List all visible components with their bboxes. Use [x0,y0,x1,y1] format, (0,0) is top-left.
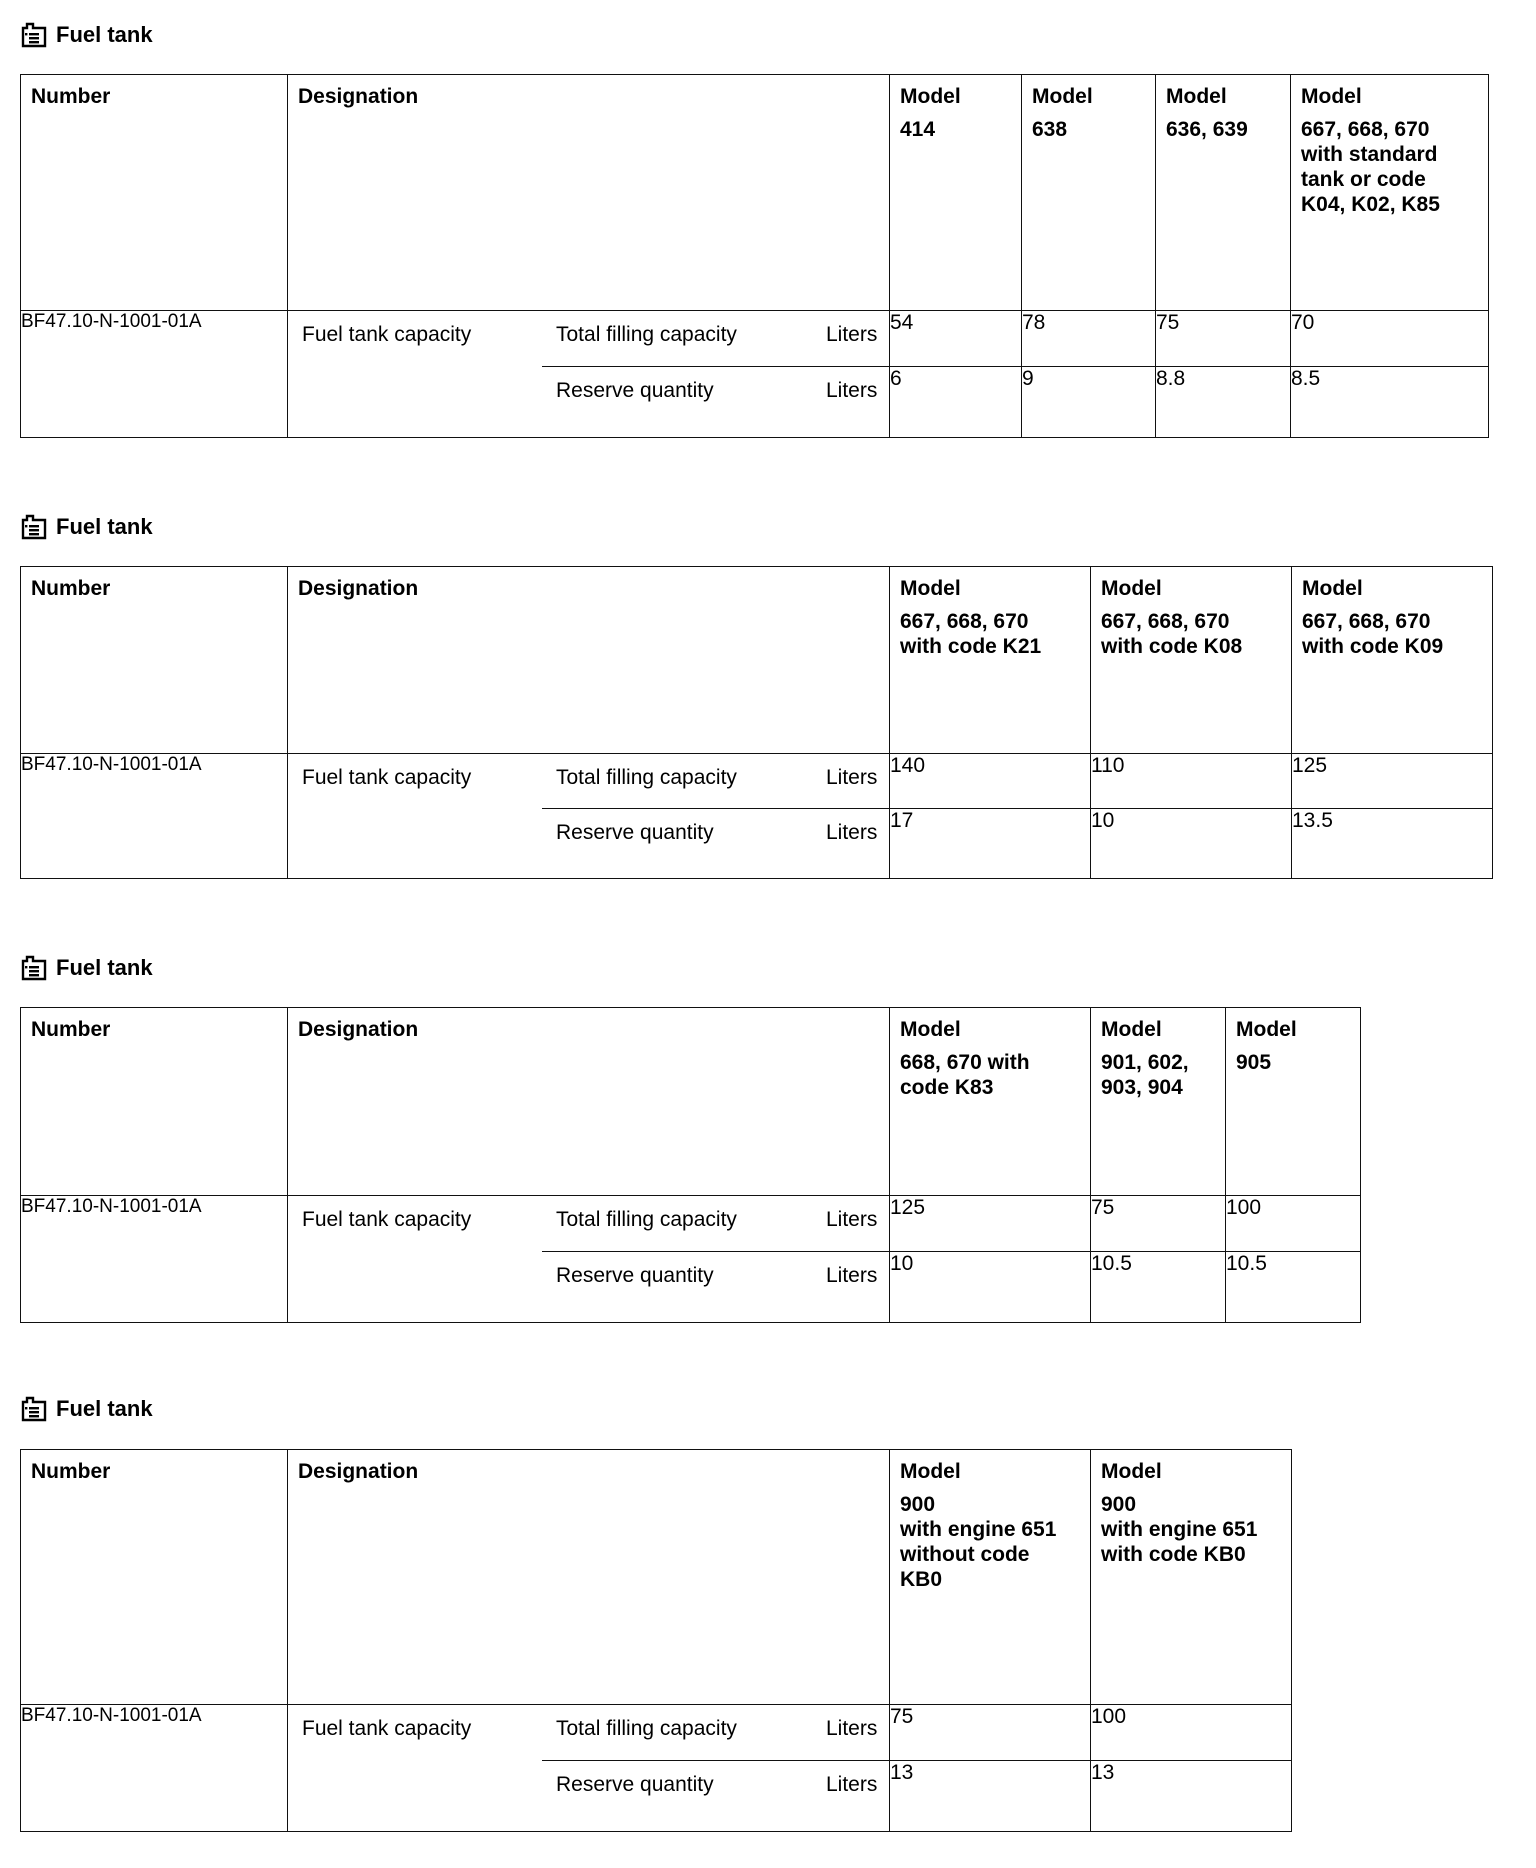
model-word: Model [900,577,961,600]
value-reserve: 8.5 [1291,367,1489,438]
unit-label: Liters [826,323,878,346]
value-total-filling: 75 [1091,1196,1226,1252]
value-total-filling: 140 [890,754,1091,809]
unit-label: Liters [826,1773,878,1796]
model-word: Model [1101,1018,1162,1041]
value-total-filling: 75 [890,1705,1091,1761]
model-word: Model [1236,1018,1297,1041]
value-reserve: 10 [1091,809,1292,879]
section-title: Fuel tank [56,1396,153,1421]
value-reserve: 10.5 [1091,1252,1226,1323]
value-reserve: 10.5 [1226,1252,1361,1323]
section-title: Fuel tank [56,514,153,539]
model-word: Model [1101,577,1162,600]
unit-label: Liters [826,821,878,844]
model-value: 667, 668, 670 with standard tank or code K04, K02, K85 [1301,118,1440,216]
header-model [1022,75,1156,311]
row-number: BF47.10-N-1001-01A [21,1196,288,1323]
value-reserve: 6 [890,367,1022,438]
row-designation [288,754,890,879]
designation-text: Fuel tank capacity [302,766,472,789]
header-designation: Designation [288,75,890,311]
model-word: Model [900,85,961,108]
header-model [890,567,1091,754]
model-value: 638 [1032,118,1068,141]
model-value: 905 [1236,1051,1272,1074]
model-value: 900 with engine 651 with code KB0 [1101,1493,1258,1566]
model-word: Model [1101,1460,1162,1483]
value-total-filling: 100 [1091,1705,1292,1761]
designation-text: Fuel tank capacity [302,1717,472,1740]
fuel-tank-icon [20,22,48,48]
value-reserve: 13 [890,1761,1091,1832]
value-total-filling: 54 [890,311,1022,367]
value-reserve: 8.8 [1156,367,1291,438]
model-value: 414 [900,118,936,141]
model-word: Model [1166,85,1227,108]
model-word: Model [1032,85,1093,108]
header-model [1091,1450,1292,1705]
header-model [890,1450,1091,1705]
sub-label-reserve: Reserve quantity [556,379,714,402]
value-reserve: 9 [1022,367,1156,438]
row-designation [288,311,890,438]
row-number: BF47.10-N-1001-01A [21,1705,288,1832]
header-designation: Designation [288,567,890,754]
model-word: Model [1301,85,1362,108]
section-title: Fuel tank [56,955,153,980]
fuel-tank-icon [20,955,48,981]
value-reserve: 13.5 [1292,809,1493,879]
unit-label: Liters [826,379,878,402]
value-total-filling: 75 [1156,311,1291,367]
row-number: BF47.10-N-1001-01A [21,311,288,438]
value-total-filling: 100 [1226,1196,1361,1252]
fuel-tank-icon [20,514,48,540]
section-heading [20,512,153,542]
header-model [1156,75,1291,311]
section-heading [20,1394,153,1424]
model-word: Model [900,1018,961,1041]
model-value: 901, 602, 903, 904 [1101,1051,1189,1099]
sub-label-reserve: Reserve quantity [556,1773,714,1796]
header-model [1292,567,1493,754]
header-model [1226,1008,1361,1196]
unit-label: Liters [826,1717,878,1740]
section-title: Fuel tank [56,22,153,47]
unit-label: Liters [826,1264,878,1287]
value-total-filling: 70 [1291,311,1489,367]
value-total-filling: 125 [890,1196,1091,1252]
sub-label-total-filling: Total filling capacity [556,323,737,346]
model-value: 667, 668, 670 with code K09 [1302,610,1444,658]
header-number: Number [21,75,288,311]
sub-label-reserve: Reserve quantity [556,1264,714,1287]
sub-label-total-filling: Total filling capacity [556,1717,737,1740]
row-designation [288,1705,890,1832]
value-total-filling: 110 [1091,754,1292,809]
header-model [1091,567,1292,754]
spec-table [20,566,1493,879]
value-reserve: 13 [1091,1761,1292,1832]
header-number: Number [21,567,288,754]
value-reserve: 10 [890,1252,1091,1323]
header-number: Number [21,1008,288,1196]
model-value: 667, 668, 670 with code K21 [900,610,1042,658]
value-reserve: 17 [890,809,1091,879]
header-number: Number [21,1450,288,1705]
designation-text: Fuel tank capacity [302,323,472,346]
unit-label: Liters [826,1208,878,1231]
model-value: 667, 668, 670 with code K08 [1101,610,1243,658]
model-value: 636, 639 [1166,118,1248,141]
header-model [1291,75,1489,311]
section-heading [20,953,153,983]
spec-table [20,1449,1292,1832]
header-model [890,1008,1091,1196]
row-number: BF47.10-N-1001-01A [21,754,288,879]
designation-text: Fuel tank capacity [302,1208,472,1231]
section-heading [20,20,153,50]
sub-label-reserve: Reserve quantity [556,821,714,844]
model-word: Model [1302,577,1363,600]
header-model [1091,1008,1226,1196]
row-designation [288,1196,890,1323]
header-designation: Designation [288,1450,890,1705]
header-designation: Designation [288,1008,890,1196]
model-value: 900 with engine 651 without code KB0 [900,1493,1057,1591]
sub-label-total-filling: Total filling capacity [556,766,737,789]
header-model [890,75,1022,311]
model-value: 668, 670 with code K83 [900,1051,1030,1099]
spec-table [20,1007,1361,1323]
value-total-filling: 78 [1022,311,1156,367]
model-word: Model [900,1460,961,1483]
unit-label: Liters [826,766,878,789]
spec-table [20,74,1489,438]
value-total-filling: 125 [1292,754,1493,809]
fuel-tank-icon [20,1396,48,1422]
sub-label-total-filling: Total filling capacity [556,1208,737,1231]
